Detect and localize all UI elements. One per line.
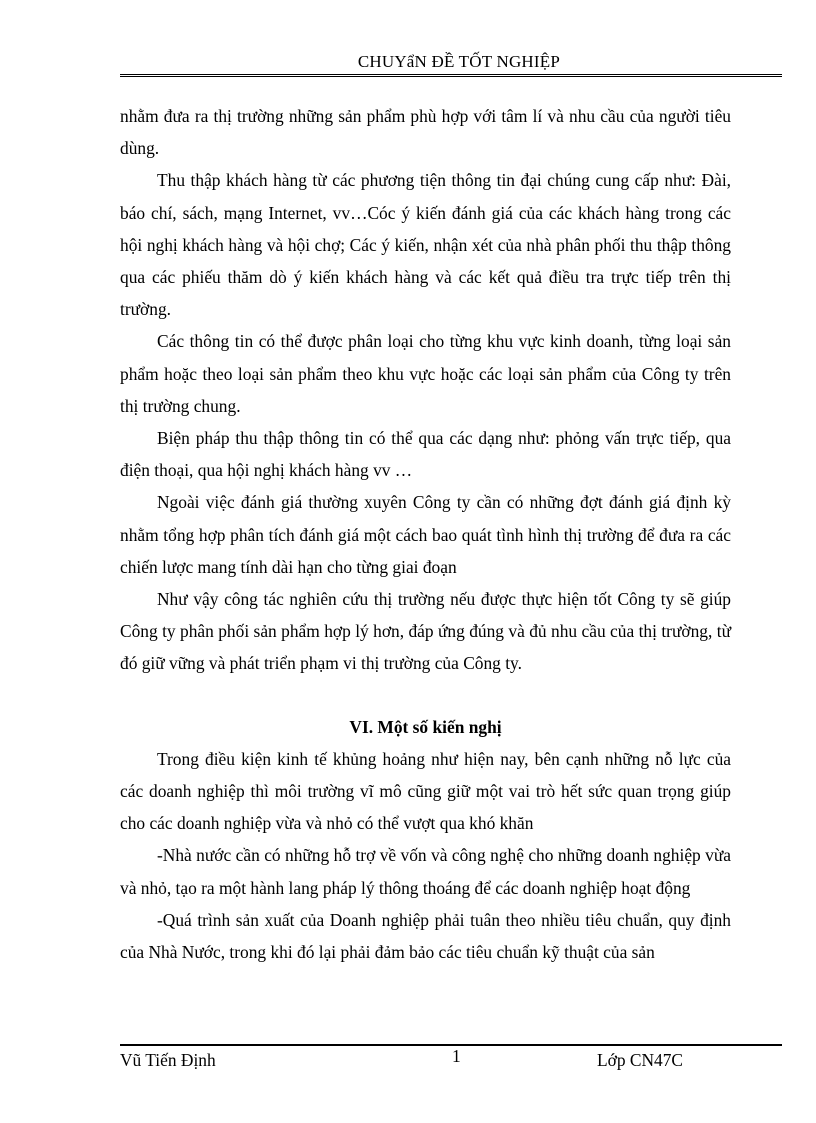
page-header-title: CHUYẩN ĐỀ TỐT NGHIỆP (357, 52, 560, 71)
paragraph: Ngoài việc đánh giá thường xuyên Công ty cần có những đợt đánh giá định kỳ nhằm tổng hợp phân tích đánh giá một cách bao quát tình hình thị trường để đưa ra các chiến lược mang tính dài hạn cho từng giai đoạn (120, 492, 731, 577)
paragraph: -Quá trình sản xuất của Doanh nghiệp phải tuân theo nhiều tiêu chuẩn, quy định của Nhà Nước, trong khi đó lại phải đảm bảo các tiêu chuẩn kỹ thuật của sản (120, 909, 731, 963)
paragraph: Các thông tin có thể được phân loại cho từng khu vực kinh doanh, từng loại sản phẩm hoặc theo loại sản phẩm theo khu vực hoặc các loại sản phẩm của Công ty trên thị trường chung. (120, 331, 731, 416)
footer-author: Vũ Tiến Định (120, 1050, 216, 1070)
paragraph: Thu thập khách hàng từ các phương tiện thông tin đại chúng cung cấp như: Đài, báo chí, sách, mạng Internet, vv…Cóc ý kiến đánh giá của các khách hàng trong các hội nghị khách hàng và hội chợ; Các ý kiến, nhận xét của nhà phân phối thu thập thông qua các phiếu thăm dò ý kiến khách hàng và các kết quả điều tra trực tiếp trên thị trường. (120, 170, 731, 320)
footer-class-name: Lớp CN47C (597, 1050, 684, 1070)
section-heading: VI. Một số kiến nghị (349, 716, 502, 737)
paragraph: Như vậy công tác nghiên cứu thị trường nếu được thực hiện tốt Công ty sẽ giúp Công ty phân phối sản phẩm hợp lý hơn, đáp ứng đúng và đủ nhu cầu của thị trường, từ đó giữ vững và phát triển phạm vi thị trường của Công ty. (120, 589, 731, 674)
paragraph: Trong điều kiện kinh tế khủng hoảng như hiện nay, bên cạnh những nỗ lực của các doanh nghiệp thì môi trường vĩ mô cũng giữ một vai trò hết sức quan trọng giúp cho các doanh nghiệp vừa và nhỏ có thể vượt qua khó khăn (120, 748, 731, 834)
header-rule (120, 74, 782, 77)
paragraph: nhằm đưa ra thị trường những sản phẩm phù hợp với tâm lí và nhu cầu của người tiêu dùng. (120, 106, 731, 159)
document-body (120, 100, 731, 968)
page-number: 1 (452, 1046, 461, 1066)
paragraph: Biện pháp thu thập thông tin có thể qua các dạng như: phỏng vấn trực tiếp, qua điện thoại, qua hội nghị khách hàng vv … (120, 428, 731, 481)
footer-rule (120, 1044, 782, 1046)
paragraph: -Nhà nước cần có những hỗ trợ về vốn và công nghệ cho những doanh nghiệp vừa và nhỏ, tạo ra một hành lang pháp lý thông thoáng để các doanh nghiệp hoạt động (120, 845, 731, 898)
